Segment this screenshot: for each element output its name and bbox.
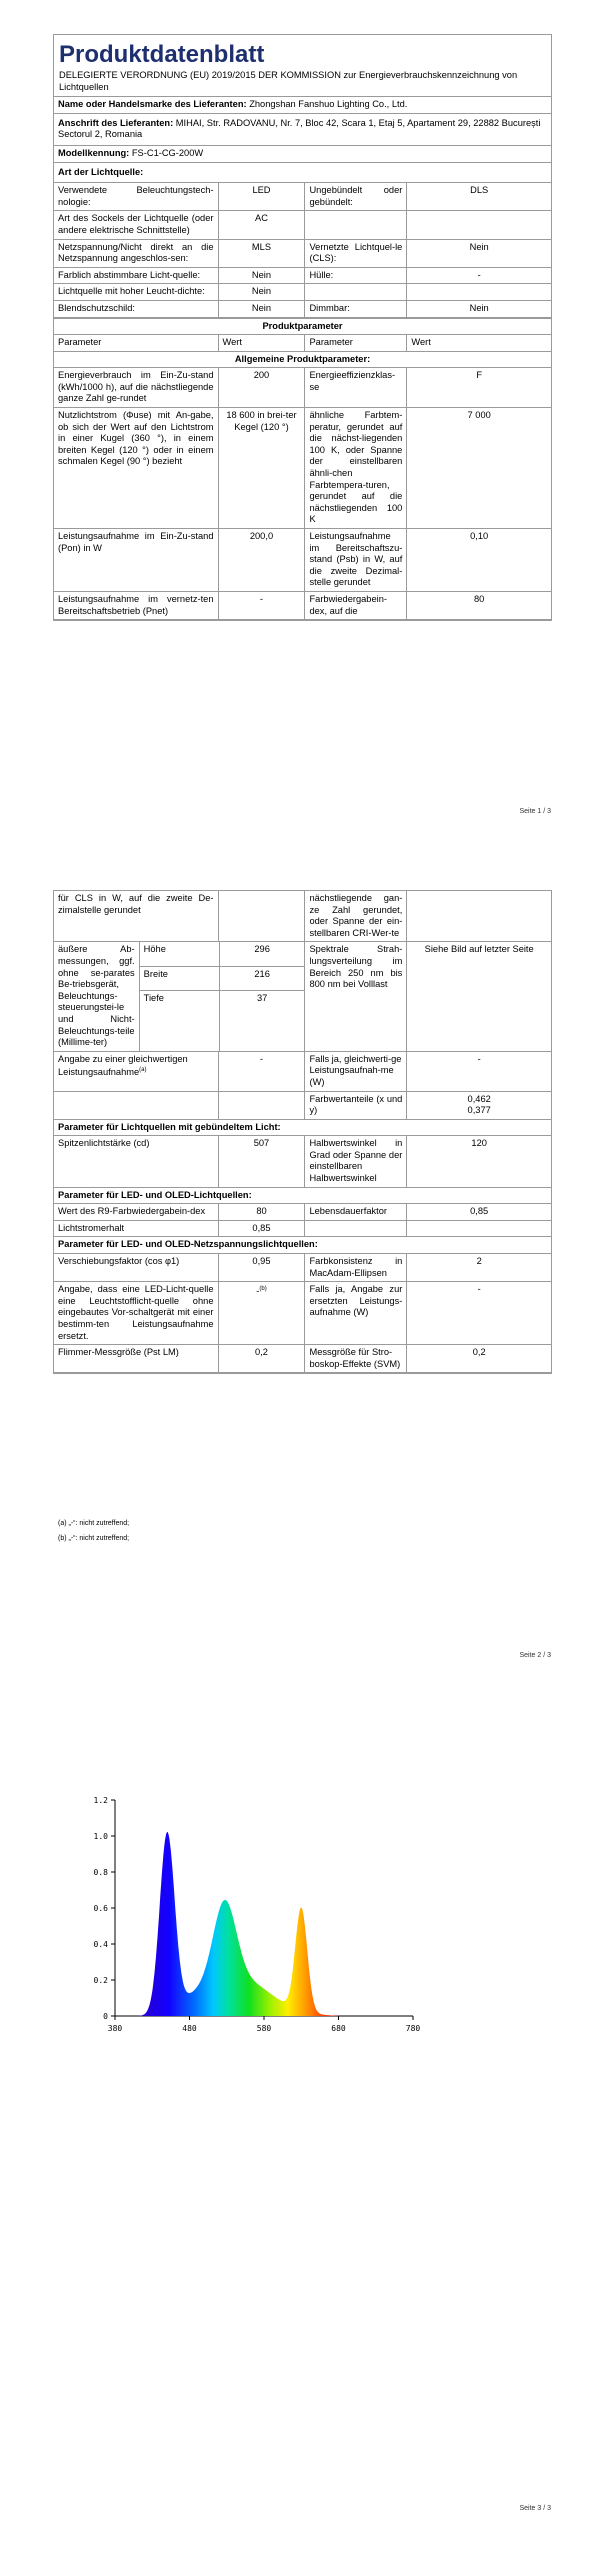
table-row [54, 267, 551, 284]
param-value: 80 [407, 591, 551, 619]
address-label: Anschrift des Lieferanten: [58, 117, 174, 128]
param-label: Farbwertanteile (x und y) [305, 1091, 407, 1119]
dim-value: 296 [219, 942, 304, 966]
param-label: nächstliegende gan-ze Zahl gerundet, oder Spanne der ein-stellbaren CRI-Wer-te [305, 891, 407, 942]
y-tick-label: 1.0 [93, 1832, 108, 1841]
param-label: Lebensdauerfaktor [305, 1204, 407, 1221]
page-title: Produktdatenblatt [59, 41, 265, 68]
param-label: Falls ja, gleichwerti-ge Leistungsaufnah-me (W) [305, 1051, 407, 1091]
table-row [54, 284, 551, 301]
param-value [407, 284, 551, 301]
general-params-heading: Allgemeine Produktparameter: [54, 351, 551, 368]
param-label [305, 284, 407, 301]
footnote-a: (a) „-“: nicht zutreffend; [58, 1520, 130, 1527]
page-number: Seite 2 / 3 [519, 1652, 551, 1659]
param-label: Falls ja, Angabe zur ersetzten Leistungs-aufnahme (W) [305, 1282, 407, 1345]
param-label: Ungebündelt oder gebündelt: [305, 183, 407, 211]
param-value [407, 891, 551, 942]
lightsource-type-label: Art der Lichtquelle: [58, 166, 144, 177]
param-value: Nein [218, 284, 305, 301]
dim-key: Tiefe [139, 991, 219, 1051]
supplier-label: Name oder Handelsmarke des Lieferanten: [58, 99, 247, 110]
param-label: Blendschutzschild: [54, 300, 218, 317]
param-value: 7 000 [407, 408, 551, 529]
led-heading: Parameter für LED- und OLED-Lichtquellen: [54, 1187, 551, 1204]
param-label: Halbwertswinkel in Grad oder Spanne der einstellbaren Halbwertswinkel [305, 1136, 407, 1187]
col-header-value-2: Wert [407, 335, 551, 352]
param-label: Lichtstromerhalt [54, 1220, 218, 1237]
table-row [54, 591, 551, 619]
footnote-b: (b) „-“: nicht zutreffend; [58, 1535, 130, 1542]
type-table [54, 183, 551, 317]
param-label: Spektrale Strah-lungsverteilung im Bereich 250 nm bis 800 nm bei Volllast [305, 942, 407, 1051]
param-label: Flimmer-Messgröße (Pst LM) [54, 1345, 218, 1373]
param-value: - [407, 1051, 551, 1091]
param-value: 0,2 [218, 1345, 305, 1373]
param-label: Wert des R9-Farbwiedergabein-dex [54, 1204, 218, 1221]
dim-value: 216 [219, 966, 304, 991]
table-row [54, 239, 551, 267]
col-header-param-2: Parameter [305, 335, 407, 352]
dim-key: Höhe [139, 942, 219, 966]
datasheet-box-p2 [53, 890, 552, 1374]
param-value: Nein [407, 300, 551, 317]
x-tick-label: 580 [256, 2024, 272, 2033]
param-label: Vernetzte Lichtquel-le (CLS): [305, 239, 407, 267]
directional-heading: Parameter für Lichtquellen mit gebündeltem Licht: [54, 1119, 551, 1136]
param-label: Verschiebungsfaktor (cos φ1) [54, 1254, 218, 1282]
param-value: DLS [407, 183, 551, 211]
param-value: - [407, 1282, 551, 1345]
table-row [54, 408, 551, 529]
y-tick-label: 0.2 [93, 1976, 108, 1985]
param-value: 0,85 [218, 1220, 305, 1237]
param-label: Netzspannung/Nicht direkt an die Netzspannung angeschlos-sen: [54, 239, 218, 267]
regulation-text: DELEGIERTE VERORDNUNG (EU) 2019/2015 DER KOMMISSION zur Energieverbrauchskennzeichnung von Lichtquellen [59, 70, 518, 92]
y-tick-label: 0.8 [93, 1868, 108, 1877]
param-value: 200 [218, 368, 305, 408]
param-label [305, 1220, 407, 1237]
param-label: Angabe, dass eine LED-Licht-quelle eine Leuchtstofflicht-quelle ohne eingebautes Vor-schaltgerät mit einer bestimm-ten Leistungsaufnahme ersetzt. [54, 1282, 218, 1345]
param-value: 0,10 [407, 529, 551, 592]
param-label: Verwendete Beleuchtungstech-nologie: [54, 183, 218, 211]
col-header-value: Wert [218, 335, 305, 352]
param-value: F [407, 368, 551, 408]
param-label: Farblich abstimmbare Licht-quelle: [54, 267, 218, 284]
param-label [305, 211, 407, 239]
dim-value: 37 [219, 991, 304, 1051]
param-label: Farbwiedergabein-dex, auf die [305, 591, 407, 619]
param-value: 200,0 [218, 529, 305, 592]
y-tick-label: 0 [103, 2012, 108, 2021]
table-row [54, 183, 551, 211]
address-value: MIHAI, Str. RADOVANU, Nr. 7, Bloc 42, Scara 1, Etaj 5, Apartament 29, 22882 București Sectorul 2, Romania [58, 117, 541, 140]
y-tick-label: 1.2 [93, 1796, 108, 1805]
lightsource-type-row [54, 162, 551, 183]
param-label [54, 1091, 218, 1119]
table-row [54, 368, 551, 408]
param-label: für CLS in W, auf die zweite De-zimalstelle gerundet [54, 891, 218, 942]
page-number: Seite 3 / 3 [519, 2505, 551, 2512]
param-label: Energieeffizienzklas-se [305, 368, 407, 408]
param-label: Nutzlichtstrom (Φuse) mit An-gabe, ob sich der Wert auf den Lichtstrom in einer Kugel (360 °), in einem breiten Kegel (120 °) oder in einem schmalen Kegel (90 °) bezieht [54, 408, 218, 529]
param-label: Lichtquelle mit hoher Leucht-dichte: [54, 284, 218, 301]
supplier-value: Zhongshan Fanshuo Lighting Co., Ltd. [249, 99, 408, 110]
model-row [54, 145, 551, 162]
page-1 [0, 0, 603, 830]
param-value: Nein [218, 267, 305, 284]
param-value: 0,85 [407, 1204, 551, 1221]
dim-key: Breite [139, 966, 219, 991]
y-tick-label: 0.4 [93, 1940, 108, 1949]
table-row [54, 211, 551, 239]
param-value [407, 1220, 551, 1237]
spectrum-chart [0, 1780, 603, 2100]
param-label: Dimmbar: [305, 300, 407, 317]
param-label: Leistungsaufnahme im vernetz-ten Bereitschaftsbetrieb (Pnet) [54, 591, 218, 619]
x-tick-label: 780 [405, 2024, 421, 2033]
page-number: Seite 1 / 3 [519, 808, 551, 815]
param-label: Art des Sockels der Lichtquelle (oder andere elektrische Schnittstelle) [54, 211, 218, 239]
param-label: ähnliche Farbtem-peratur, gerundet auf die nächst-liegenden 100 K, oder Spanne der einstellbaren ähnli-chen Farbtempera-turen, gerundet auf die nächstliegenden 100 K [305, 408, 407, 529]
param-value: 0,462 0,377 [407, 1091, 551, 1119]
param-label: Farbkonsistenz in MacAdam-Ellipsen [305, 1254, 407, 1282]
param-value: - [218, 591, 305, 619]
param-value: Siehe Bild auf letzter Seite [407, 942, 551, 1051]
address-row [54, 113, 551, 145]
param-label: Hülle: [305, 267, 407, 284]
param-value: 120 [407, 1136, 551, 1187]
param-value: -$^{(b)}$ [218, 1282, 305, 1345]
x-tick-label: 380 [107, 2024, 123, 2033]
param-value: Nein [218, 300, 305, 317]
dimensions-label: äußere Ab-messungen, ggf. ohne se-parates Be-triebsgerät, Beleuchtungs-steuerungstei-le und Nicht-Beleuchtungs-teile (Millime-ter) [54, 942, 139, 1050]
supplier-row [54, 96, 551, 113]
param-label: Messgröße für Stro-boskop-Effekte (SVM) [305, 1345, 407, 1373]
param-value [218, 1091, 305, 1119]
param-value: LED [218, 183, 305, 211]
param-label: Leistungsaufnahme im Bereitschaftszu-stand (Psb) in W, auf die zweite Dezimal-stelle gerundet [305, 529, 407, 592]
page-3 [0, 1720, 603, 2560]
param-value: 0,2 [407, 1345, 551, 1373]
y-tick-label: 0.6 [93, 1904, 108, 1913]
param-value: 0,95 [218, 1254, 305, 1282]
table-row [54, 300, 551, 317]
param-value: Nein [407, 239, 551, 267]
param-value: 80 [218, 1204, 305, 1221]
param-value: 18 600 in brei-ter Kegel (120 °) [218, 408, 305, 529]
col-header-param: Parameter [54, 335, 218, 352]
param-value: - [407, 267, 551, 284]
param-label: Spitzenlichtstärke (cd) [54, 1136, 218, 1187]
table-row [54, 529, 551, 592]
param-value [218, 891, 305, 942]
param-value: AC [218, 211, 305, 239]
datasheet-box-p1 [53, 34, 552, 621]
param-label: Leistungsaufnahme im Ein-Zu-stand (Pon) in W [54, 529, 218, 592]
dimensions-cell [54, 942, 305, 1051]
spectrum-area [130, 1832, 339, 2016]
param-label: Angabe zu einer gleichwertigen Leistungsaufnahme$^{(a)}$ [54, 1051, 218, 1091]
param-value [407, 211, 551, 239]
param-value: 2 [407, 1254, 551, 1282]
param-value: 507 [218, 1136, 305, 1187]
param-value: MLS [218, 239, 305, 267]
params-table-p2 [54, 891, 551, 1373]
param-value: - [218, 1051, 305, 1091]
params-table-p1 [54, 334, 551, 620]
model-value: FS-C1-CG-200W [131, 147, 204, 158]
x-tick-label: 680 [331, 2024, 346, 2033]
product-params-heading: Produktparameter [54, 318, 551, 335]
model-label: Modellkennung: [58, 147, 130, 158]
mains-heading: Parameter für LED- und OLED-Netzspannungslichtquellen: [54, 1237, 551, 1254]
page-2 [0, 890, 603, 1710]
param-label: Energieverbrauch im Ein-Zu-stand (kWh/1000 h), auf die nächstliegende ganze Zahl ge-rundet [54, 368, 218, 408]
x-tick-label: 480 [182, 2024, 197, 2033]
